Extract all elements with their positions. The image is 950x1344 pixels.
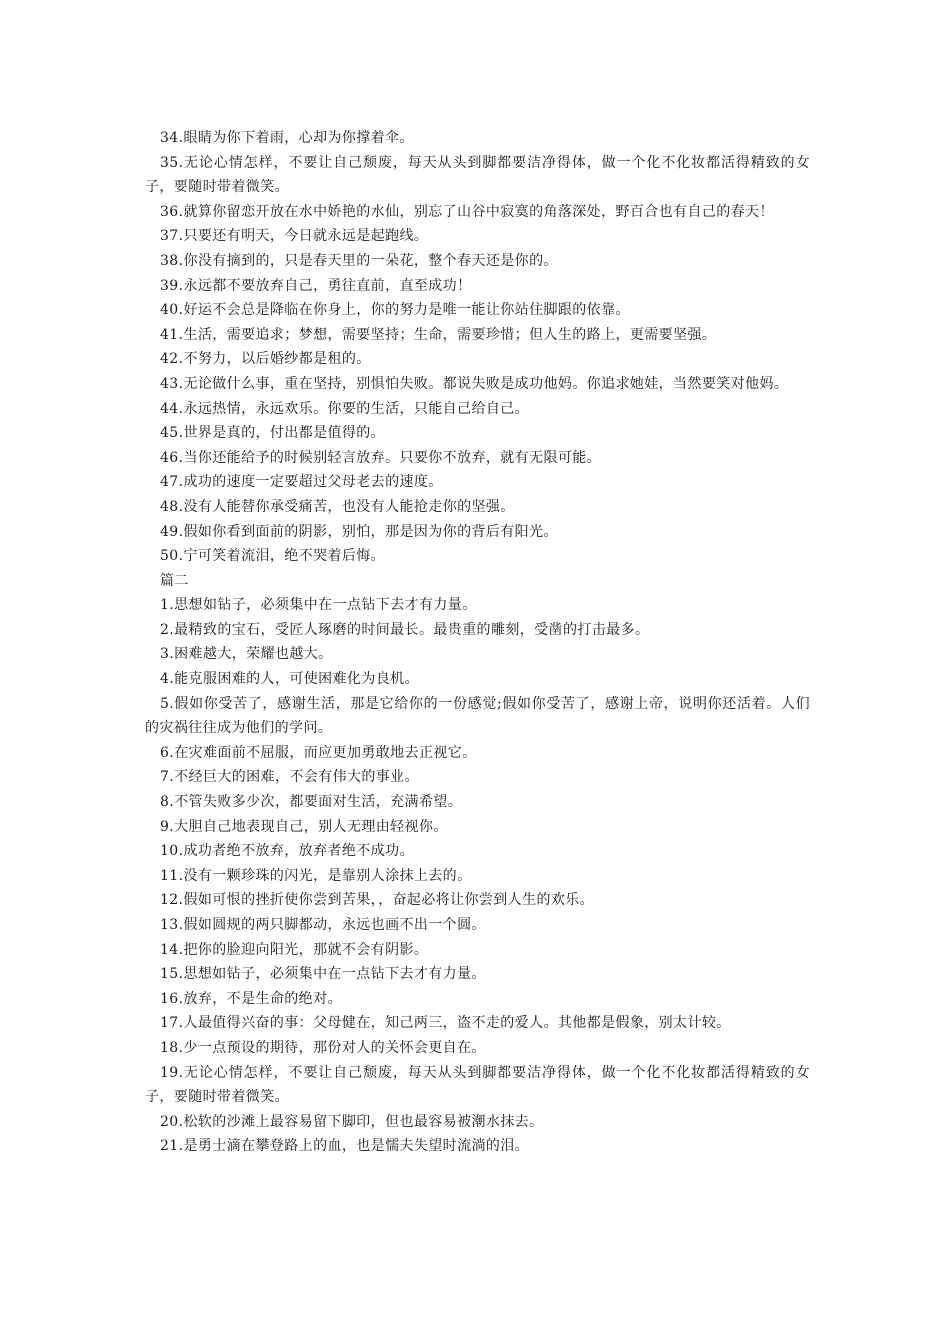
- list-item: 19.无论心情怎样，不要让自己颓废，每天从头到脚都要洁净得体，做一个化不化妆都活得精致的女子，要随时带着微笑。: [145, 1064, 810, 1106]
- list-item: 9.大胆自己地表现自己，别人无理由轻视你。: [160, 818, 448, 835]
- list-item: 1.思想如钻子，必须集中在一点钻下去才有力量。: [160, 597, 477, 614]
- list-item: 36.就算你留恋开放在水中娇艳的水仙，别忘了山谷中寂寞的角落深处，野百合也有自己的春天！: [160, 203, 774, 220]
- list-item: 45.世界是真的，付出都是值得的。: [160, 425, 386, 442]
- list-item: 8.不管失败多少次，都要面对生活，充满希望。: [160, 794, 463, 811]
- list-item: 5.假如你受苦了，感谢生活，那是它给你的一份感觉;假如你受苦了，感谢上帝，说明你还活着。人们的灾祸往往成为他们的学问。: [145, 695, 810, 737]
- list-item: 10.成功者绝不放弃，放弃者绝不成功。: [160, 843, 414, 860]
- list-item: 16.放弃，不是生命的绝对。: [160, 990, 342, 1007]
- list-item: 21.是勇士滴在攀登路上的血，也是懦夫失望时流淌的泪。: [160, 1138, 530, 1155]
- list-item: 48.没有人能替你承受痛苦，也没有人能抢走你的坚强。: [160, 498, 515, 515]
- list-item: 38.你没有摘到的，只是春天里的一朵花，整个春天还是你的。: [160, 252, 558, 269]
- list-item: 14.把你的脸迎向阳光，那就不会有阴影。: [160, 941, 429, 958]
- list-item: 41.生活，需要追求；梦想，需要坚持；生命，需要珍惜；但人生的路上，更需要坚强。: [160, 326, 717, 343]
- list-item: 37.只要还有明天，今日就永远是起跑线。: [160, 228, 429, 245]
- list-item: 7.不经巨大的困难，不会有伟大的事业。: [160, 769, 419, 786]
- list-item: 40.好运不会总是降临在你身上，你的努力是唯一能让你站住脚跟的依靠。: [160, 302, 630, 319]
- list-item: 12.假如可恨的挫折使你尝到苦果，，奋起必将让你尝到人生的欢乐。: [160, 892, 595, 909]
- document-page: [145, 126, 810, 1159]
- section-heading: 篇二: [160, 572, 189, 589]
- list-item: 46.当你还能给予的时候别轻言放弃。只要你不放弃，就有无限可能。: [160, 449, 602, 466]
- list-item: 2.最精致的宝石，受匠人琢磨的时间最长。最贵重的雕刻，受凿的打击最多。: [160, 621, 650, 638]
- list-item: 47.成功的速度一定要超过父母老去的速度。: [160, 474, 443, 491]
- list-item: 34.眼睛为你下着雨，心却为你撑着伞。: [160, 130, 414, 146]
- list-item: 35.无论心情怎样，不要让自己颓废，每天从头到脚都要洁净得体，做一个化不化妆都活得精致的女子，要随时带着微笑。: [145, 154, 810, 196]
- list-item: 11.没有一颗珍珠的闪光，是靠别人涂抹上去的。: [160, 867, 472, 884]
- list-item: 4.能克服困难的人，可使困难化为良机。: [160, 671, 419, 688]
- list-item: 39.永远都不要放弃自己，勇往直前，直至成功！: [160, 277, 472, 294]
- list-item: 50.宁可笑着流泪，绝不哭着后悔。: [160, 548, 386, 565]
- list-item: 43.无论做什么事，重在坚持，别惧怕失败。都说失败是成功他妈。你追求她娃，当然要笑对他妈。: [160, 375, 789, 392]
- list-item: 3.困难越大，荣耀也越大。: [160, 646, 333, 663]
- list-item: 6.在灾难面前不屈服，而应更加勇敢地去正视它。: [160, 744, 477, 761]
- list-item: 20.松软的沙滩上最容易留下脚印，但也最容易被潮水抹去。: [160, 1113, 544, 1130]
- list-item: 17.人最值得兴奋的事：父母健在，知己两三，盗不走的爱人。其他都是假象，别太计较。: [160, 1015, 731, 1032]
- list-item: 49.假如你看到面前的阴影，别怕，那是因为你的背后有阳光。: [160, 523, 558, 540]
- list-item: 18.少一点预设的期待，那份对人的关怀会更自在。: [160, 1039, 486, 1056]
- list-item: 15.思想如钻子，必须集中在一点钻下去才有力量。: [160, 966, 486, 983]
- list-item: 44.永远热情，永远欢乐。你要的生活，只能自己给自己。: [160, 400, 530, 417]
- list-item: 13.假如圆规的两只脚都动，永远也画不出一个圆。: [160, 917, 486, 933]
- list-item: 42.不努力，以后婚纱都是租的。: [160, 351, 371, 368]
